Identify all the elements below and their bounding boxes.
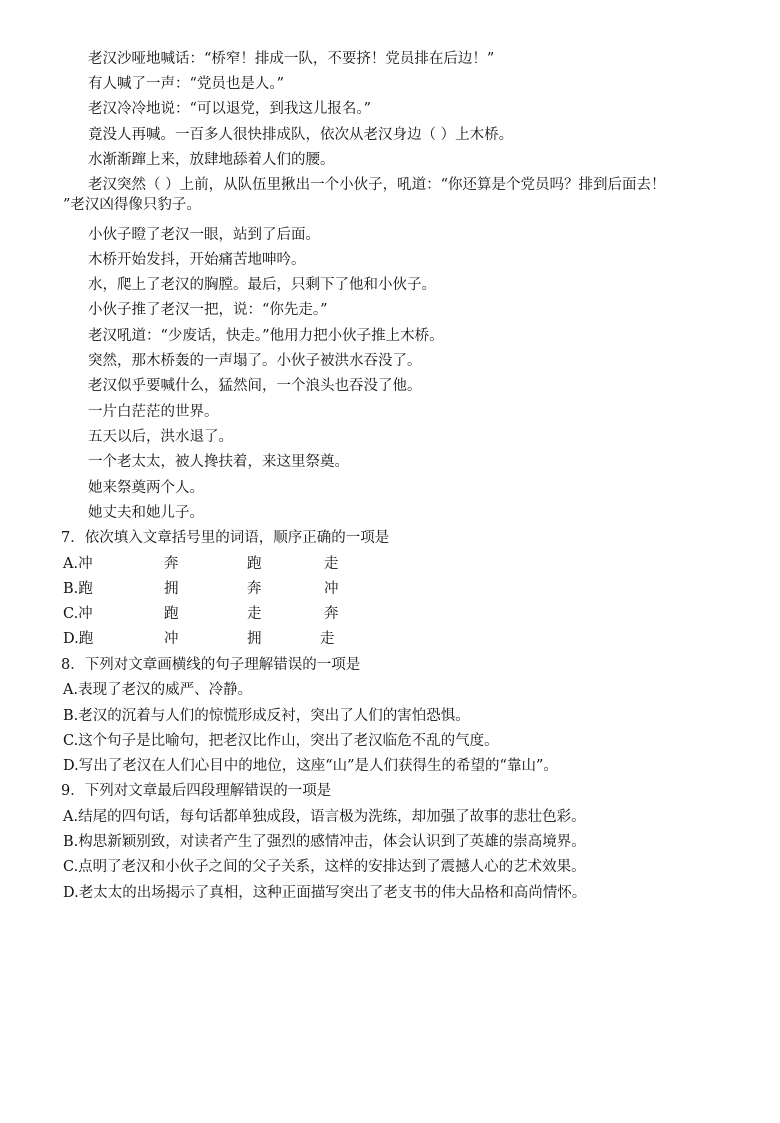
passage-paragraph: 老汉冷冷地说：“可以退党，到我这儿报名。” — [88, 101, 372, 117]
q8-option-d: D.写出了老汉在人们心目中的地位，这座“山”是人们获得生的希望的“靠山”。 — [63, 758, 558, 774]
passage-paragraph: 有人喊了一声：“党员也是人。” — [88, 76, 285, 92]
passage-paragraph: 水，爬上了老汉的胸膛。最后，只剩下了他和小伙子。 — [88, 277, 436, 293]
passage-paragraph: 老汉沙哑地喊话：“桥窄！排成一队，不要挤！党员排在后边！” — [88, 51, 495, 67]
passage-paragraph: 一个老太太，被人搀扶着，来这里祭奠。 — [88, 454, 349, 470]
q7-option-b-word-2: 拥 — [164, 581, 179, 597]
q7-option-d-word-4: 走 — [320, 631, 335, 647]
passage-paragraph: 老汉突然（ ）上前，从队伍里揪出一个小伙子，吼道：“你还算是个党员吗？排到后面去！ — [88, 177, 666, 193]
q9-option-d: D.老太太的出场揭示了真相，这种正面描写突出了老支书的伟大品格和高尚情怀。 — [63, 885, 587, 901]
q7-option-b-word-4: 冲 — [324, 581, 339, 597]
q9-option-b: B.构思新颖别致，对读者产生了强烈的感情冲击，体会认识到了英雄的崇高境界。 — [63, 834, 586, 850]
q7-option-c-word-4: 奔 — [324, 606, 339, 622]
passage-paragraph: 小伙子推了老汉一把，说：“你先走。” — [88, 302, 328, 318]
passage-paragraph: 水渐渐蹿上来，放肆地舔着人们的腰。 — [88, 152, 335, 168]
q7-option-d-word-2: 冲 — [164, 631, 179, 647]
q7-option-d-word-3: 拥 — [247, 631, 262, 647]
q7-option-a-word-3: 跑 — [247, 556, 262, 572]
passage-paragraph: 木桥开始发抖，开始痛苦地呻吟。 — [88, 252, 306, 268]
q7-option-b-word-3: 奔 — [247, 581, 262, 597]
passage-paragraph: 老汉吼道：“少废话，快走。”他用力把小伙子推上木桥。 — [88, 328, 444, 344]
q7-option-a-word-4: 走 — [324, 556, 339, 572]
question-8-stem: 8．下列对文章画横线的句子理解错误的一项是 — [61, 657, 361, 673]
q9-option-a: A.结尾的四句话，每句话都单独成段，语言极为洗练，却加强了故事的悲壮色彩。 — [63, 809, 586, 825]
passage-paragraph: 小伙子瞪了老汉一眼，站到了后面。 — [88, 227, 320, 243]
passage-paragraph: 五天以后，洪水退了。 — [88, 429, 233, 445]
q7-option-b-word-1: B.跑 — [63, 581, 93, 597]
q9-option-c: C.点明了老汉和小伙子之间的父子关系，这样的安排达到了震撼人心的艺术效果。 — [63, 859, 586, 875]
passage-paragraph: 老汉似乎要喊什么，猛然间，一个浪头也吞没了他。 — [88, 378, 422, 394]
q8-option-a: A.表现了老汉的威严、冷静。 — [63, 682, 253, 698]
question-9-stem: 9．下列对文章最后四段理解错误的一项是 — [61, 783, 332, 799]
q7-option-c-word-2: 跑 — [164, 606, 179, 622]
question-7-stem: 7．依次填入文章括号里的词语，顺序正确的一项是 — [61, 530, 390, 546]
q7-option-a-word-2: 奔 — [164, 556, 179, 572]
q8-option-c: C.这个句子是比喻句，把老汉比作山，突出了老汉临危不乱的气度。 — [63, 733, 499, 749]
q7-option-c-word-3: 走 — [247, 606, 262, 622]
q7-option-a-word-1: A.冲 — [63, 556, 93, 572]
q7-option-d-word-1: D.跑 — [63, 631, 94, 647]
passage-paragraph: 她来祭奠两个人。 — [88, 480, 204, 496]
passage-paragraph: 一片白茫茫的世界。 — [88, 404, 219, 420]
q8-option-b: B.老汉的沉着与人们的惊慌形成反衬，突出了人们的害怕恐惧。 — [63, 708, 470, 724]
q7-option-c-word-1: C.冲 — [63, 606, 93, 622]
passage-paragraph-continued: ”老汉凶得像只豹子。 — [63, 197, 201, 213]
passage-paragraph: 竟没人再喊。一百多人很快排成队，依次从老汉身边（ ）上木桥。 — [88, 127, 514, 143]
passage-paragraph: 突然，那木桥轰的一声塌了。小伙子被洪水吞没了。 — [88, 353, 422, 369]
passage-paragraph: 她丈夫和她儿子。 — [88, 505, 204, 521]
